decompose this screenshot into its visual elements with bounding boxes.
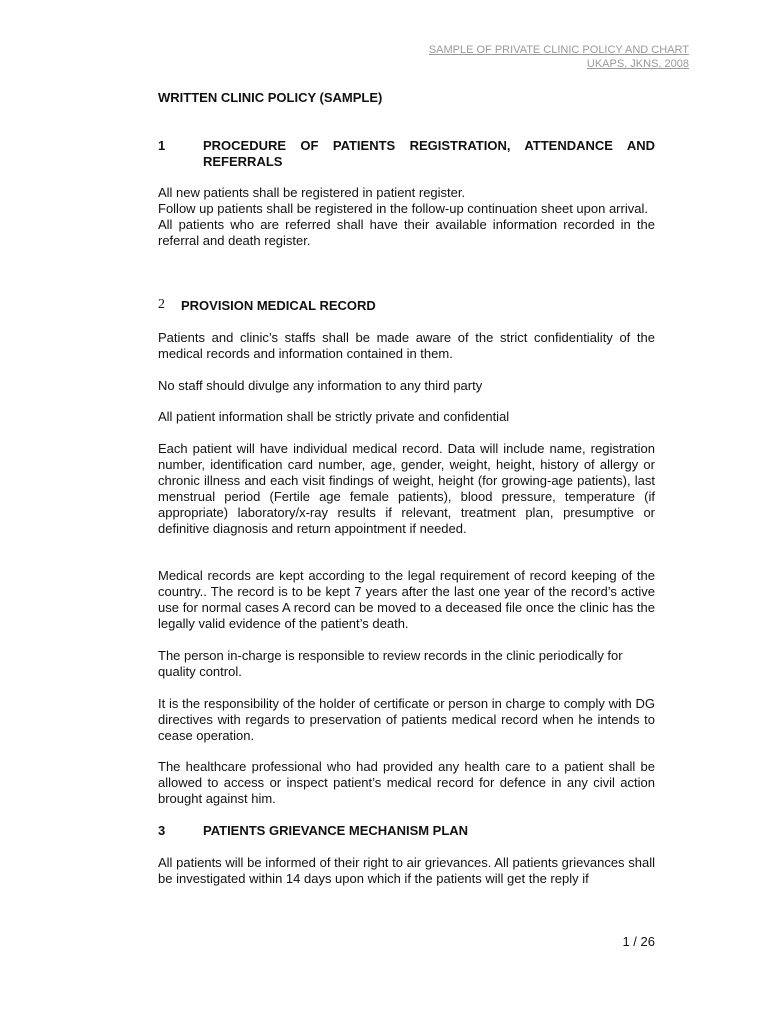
section-1-line: All patients who are referred shall have their available information recorded in the referral and death register. [158,217,655,248]
section-1-body [158,185,655,249]
section-2-paragraph: All patient information shall be strictly private and confidential [158,409,510,424]
document-title: WRITTEN CLINIC POLICY (SAMPLE) [158,90,383,105]
section-2-paragraph: The healthcare professional who had provided any health care to a patient shall be allowed to access or inspect patient’s medical record for defence in any civil action brought against him. [158,759,655,806]
section-2-paragraph: Patients and clinic’s staffs shall be made aware of the strict confidentiality of the medical records and information contained in them. [158,330,655,361]
page-number: 1 / 26 [622,934,655,949]
header-line-1: SAMPLE OF PRIVATE CLINIC POLICY AND CHART [428,44,689,56]
running-header [429,43,689,71]
section-2-title: PROVISION MEDICAL RECORD [181,298,376,313]
section-2-paragraph: No staff should divulge any information to any third party [158,378,483,393]
section-3-number: 3 [158,823,166,838]
section-2-paragraph: It is the responsibility of the holder of certificate or person in charge to comply with DG directives with regards to preservation of patients medical record when he intends to cease operation. [158,696,655,743]
section-1-title: PROCEDURE OF PATIENTS REGISTRATION, ATTENDANCE AND REFERRALS [203,138,655,169]
section-2-number: 2 [158,297,165,312]
section-1-line: Follow up patients shall be registered in the follow-up continuation sheet upon arrival. [158,201,648,216]
section-2-paragraph: Each patient will have individual medical record. Data will include name, registration number, identification card number, age, gender, weight, height, history of allergy or chronic illness and each visit findings of weight, height (for growing-age patients), last menstrual period (Fertile age female patients), blood pressure, temperature (if appropriate) laboratory/x-ray results if relevant, treatment plan, presumptive or definitive diagnosis and return appointment if needed. [158,441,655,536]
section-3-title: PATIENTS GRIEVANCE MECHANISM PLAN [203,823,469,838]
section-1-line: All new patients shall be registered in patient register. [158,185,466,200]
section-2-paragraph: The person in-charge is responsible to review records in the clinic periodically for quality control. [158,648,623,679]
section-2-paragraph: Medical records are kept according to the legal requirement of record keeping of the country.. The record is to be kept 7 years after the last one year of the record’s active use for normal cases A record can be moved to a deceased file once the clinic has the legally valid evidence of the patient’s death. [158,568,655,631]
section-1-number: 1 [158,138,166,153]
header-line-2: UKAPS, JKNS, 2008 [586,58,689,70]
section-3-paragraph: All patients will be informed of their right to air grievances. All patients grievances shall be investigated within 14 days upon which if the patients will get the reply if [158,855,655,886]
